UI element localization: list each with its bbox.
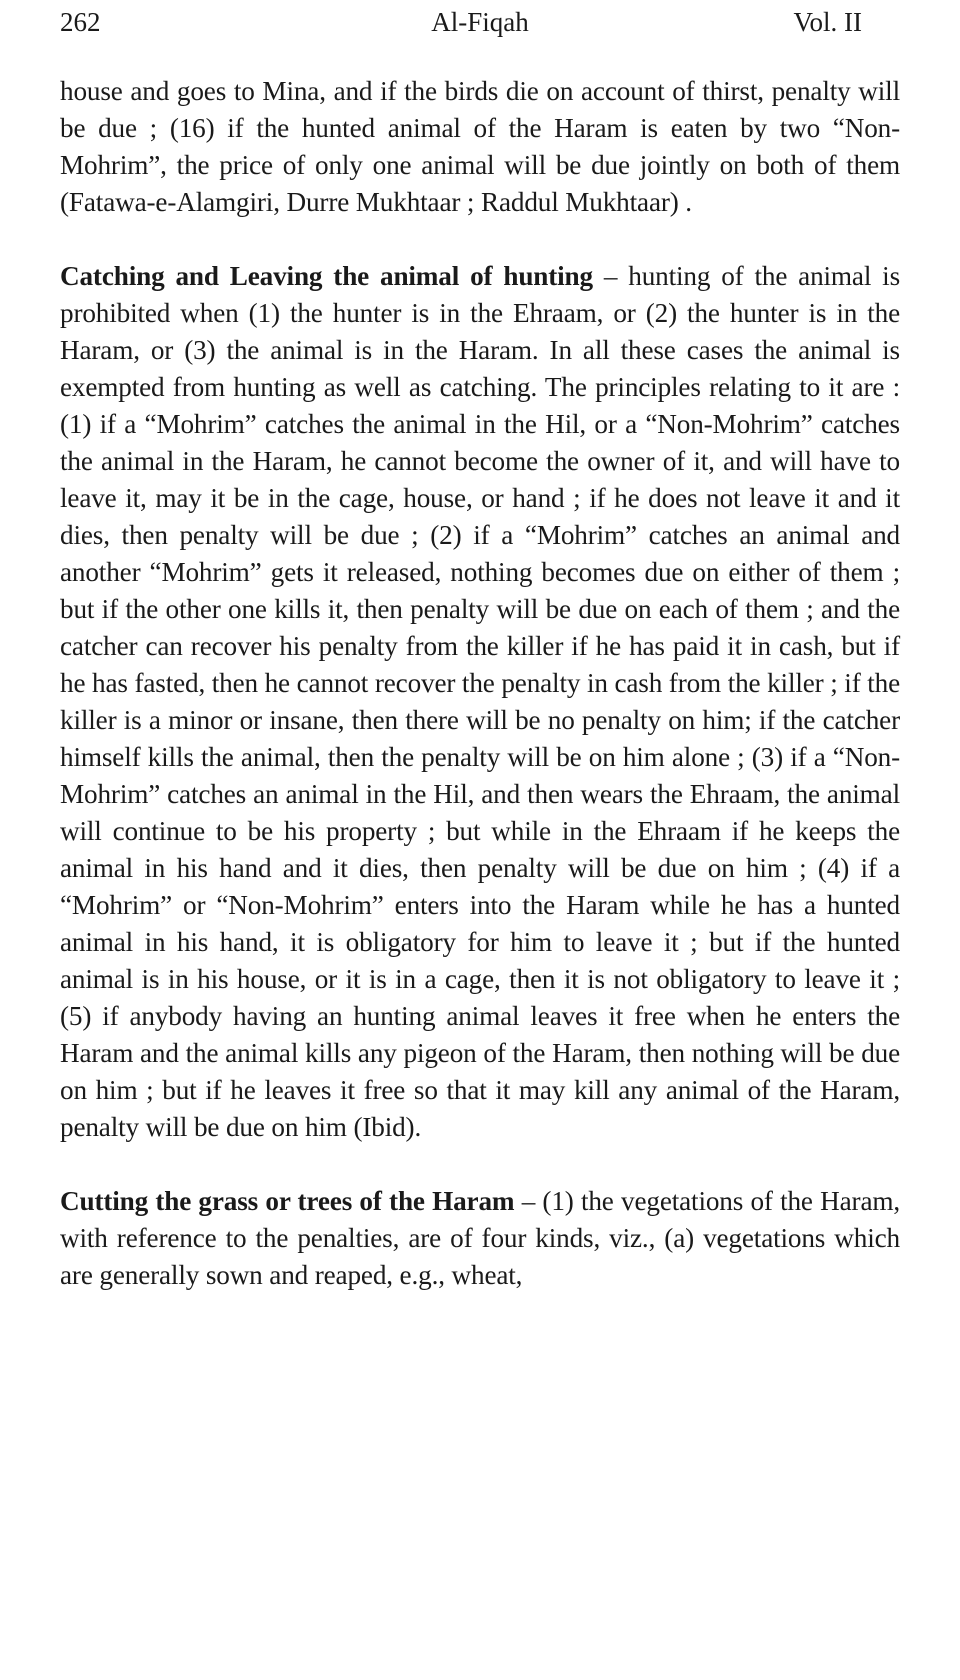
book-title: Al-Fiqah	[431, 7, 529, 37]
section-heading: Cutting the grass or trees of the Haram	[60, 1186, 515, 1216]
book-page	[60, 0, 900, 1680]
paragraph-text: – hunting of the animal is prohibited when (1) the hunter is in the Ehraam, or (2) the hunter is in the Haram, or (3) the animal is in the Haram. In all these cases the animal is exempted from hunting as well as catching. The principles relating to it are : (1) if a “Mohrim” catches the animal in the Hil, or a “Non-Mohrim” catches the animal in the Haram, he cannot become the owner of it, and will have to leave it, may it be in the cage, house, or hand ; if he does not leave it and it dies, then penalty will be due ; (2) if a “Mohrim” catches an animal and another “Mohrim” gets it released, nothing becomes due on either of them ; but if the other one kills it, then penalty will be due on each of them ; and the catcher can recover his penalty from the killer if he has paid it in cash, but if he has fasted, then he cannot recover the penalty in cash from the killer ; if the killer is a minor or insane, then there will be no penalty on him; if the catcher himself kills the animal, then the penalty will be on him alone ; (3) if a “Non-Mohrim” catches an animal in the Hil, and then wears the Ehraam, the animal will continue to be his property ; but while in the Ehraam if he keeps the animal in his hand and it dies, then penalty will be due on him ; (4) if a “Mohrim” or “Non-Mohrim” enters into the Haram while he has a hunted animal in his hand, it is obligatory for him to leave it ; but if the hunted animal is in his house, or it is in a cage, then it is not obligatory to leave it ; (5) if anybody having an hunting animal leaves it free when he enters the Haram and the animal kills any pigeon of the Haram, then nothing will be due on him ; but if he leaves it free so that it may kill any animal of the Haram, penalty will be due on him (Ibid).	[60, 261, 901, 1142]
paragraph-cutting-grass	[60, 1183, 900, 1294]
paragraph-continuation	[60, 73, 900, 221]
body-text	[60, 73, 900, 1294]
paragraph-text: – (1) the vegetations of the Haram, with reference to the penalties, are of four kinds, viz., (a) vegetations which are generally sown and reaped, e.g., wheat,	[60, 1186, 900, 1290]
paragraph-catching-and-leaving	[60, 258, 900, 1146]
volume-label: Vol. II	[793, 7, 862, 37]
section-heading: Catching and Leaving the animal of hunting	[60, 261, 593, 291]
page-number: 262	[60, 7, 101, 37]
running-head	[60, 2, 900, 42]
paragraph-text: house and goes to Mina, and if the birds die on account of thirst, penalty will be due ; (16) if the hunted animal of the Haram is eaten by two “Non-Mohrim”, the price of only one animal will be due jointly on both of them (Fatawa-e-Alamgiri, Durre Mukhtaar ; Raddul Mukhtaar) .	[60, 76, 900, 217]
